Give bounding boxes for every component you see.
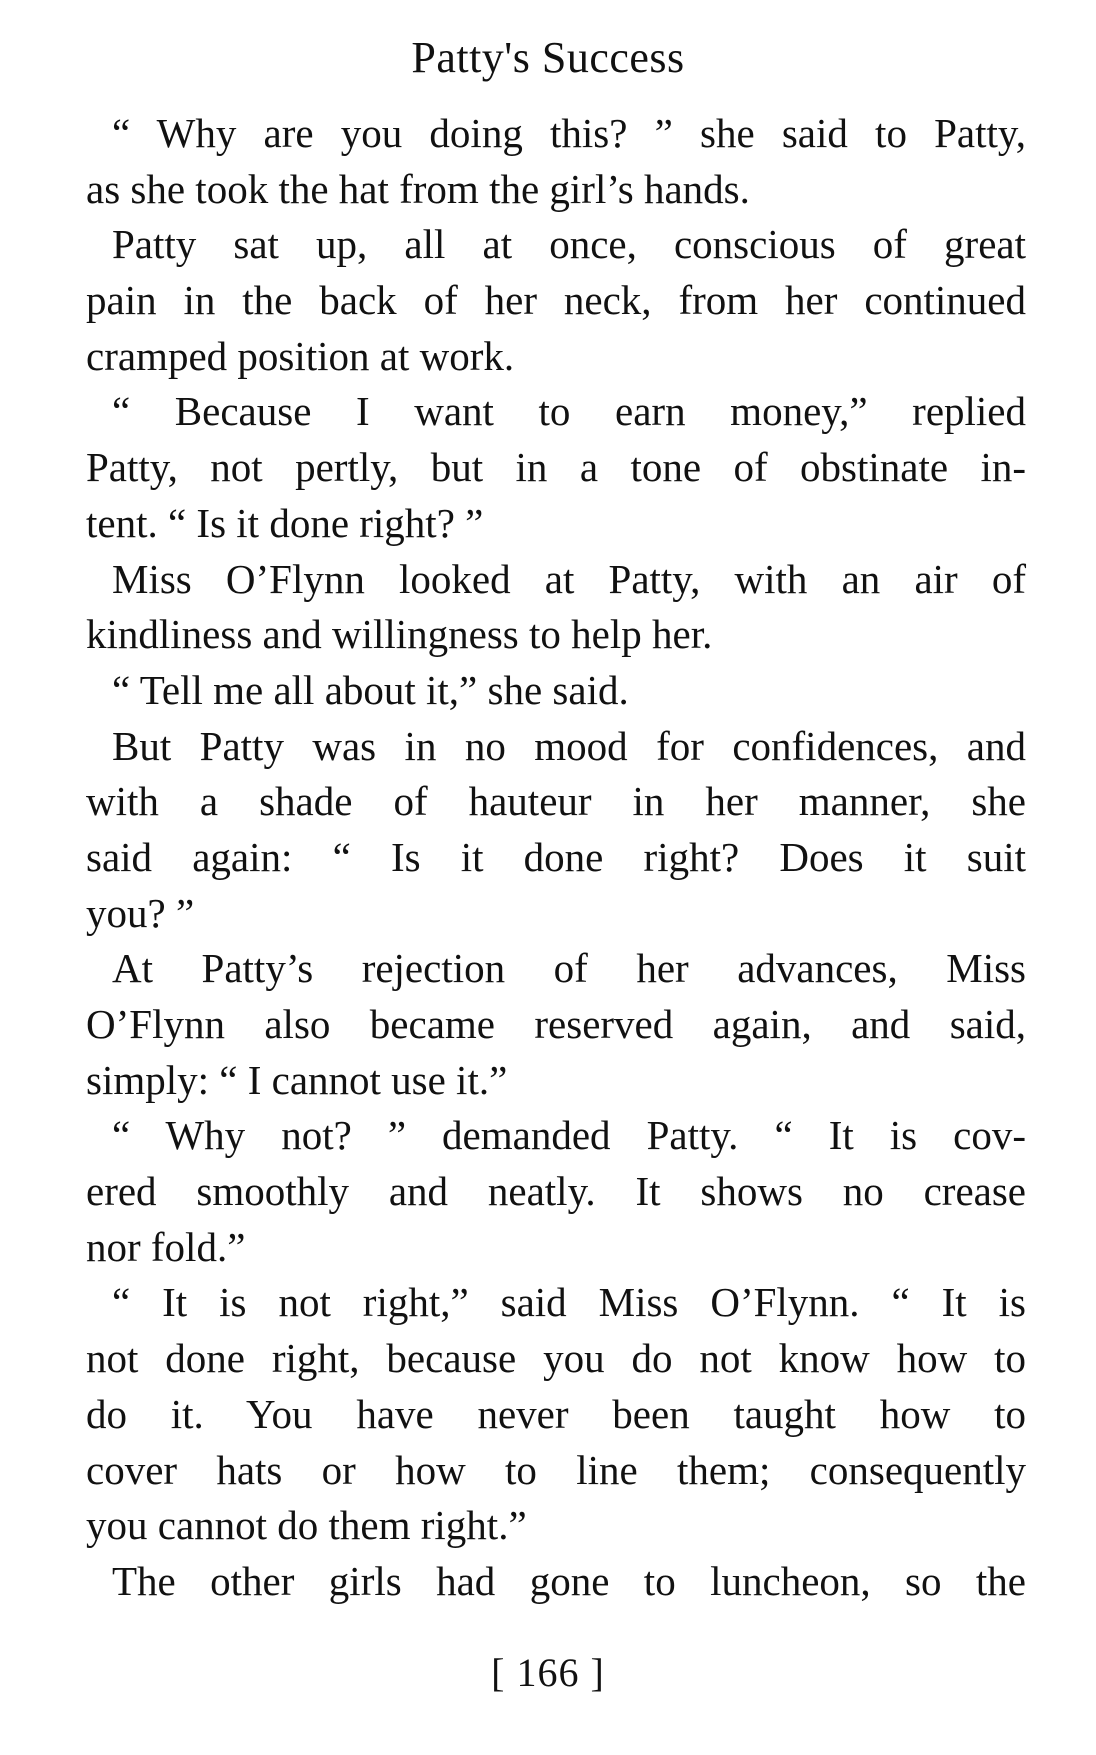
- paragraph: [60, 552, 1026, 663]
- text-line: kindliness and willingness to help her.: [86, 611, 713, 658]
- text-line: O’Flynn also became reserved again, and said,: [86, 1001, 1026, 1047]
- text-line: with a shade of hauteur in her manner, she: [86, 778, 1026, 825]
- text-line: simply: “ I cannot use it.”: [86, 1056, 508, 1103]
- page-number: [ 166 ]: [491, 1650, 605, 1695]
- text-line: pain in the back of her neck, from her continued: [86, 277, 1026, 324]
- text-line: you cannot do them right.”: [86, 1502, 527, 1549]
- text-line: cramped position at work.: [86, 332, 515, 379]
- text-line: “ Tell me all about it,” she said.: [112, 666, 629, 713]
- paragraph: [60, 1554, 1026, 1610]
- running-header: Patty's Success: [411, 33, 685, 82]
- text-line: At Patty’s rejection of her advances, Miss: [112, 945, 1026, 992]
- text-line: tent. “ Is it done right? ”: [86, 499, 484, 546]
- text-line: Patty sat up, all at once, conscious of great: [112, 221, 1026, 268]
- text-line: “ Why not? ” demanded Patty. “ It is cov-: [112, 1112, 1026, 1159]
- text-line: Patty, not pertly, but in a tone of obstinate in-: [86, 444, 1026, 491]
- text-line: cover hats or how to line them; consequently: [86, 1446, 1026, 1493]
- text-line: “ Because I want to earn money,” replied: [112, 388, 1026, 435]
- text-line: “ Why are you doing this? ” she said to Patty,: [112, 110, 1026, 156]
- paragraph: [60, 217, 1026, 384]
- text-line: said again: “ Is it done right? Does it suit: [86, 833, 1026, 880]
- paragraph: [60, 663, 1026, 719]
- body-text: [60, 106, 1026, 1610]
- text-line: as she took the hat from the girl’s hands.: [86, 165, 750, 212]
- text-line: you? ”: [86, 889, 195, 936]
- text-line: not done right, because you do not know how to: [86, 1335, 1026, 1382]
- text-line: Miss O’Flynn looked at Patty, with an air of: [112, 555, 1026, 602]
- paragraph: [60, 384, 1026, 551]
- paragraph: [60, 106, 1026, 217]
- text-line: ered smoothly and neatly. It shows no crease: [86, 1168, 1026, 1215]
- paragraph: [60, 1275, 1026, 1553]
- text-line: The other girls had gone to luncheon, so the: [112, 1557, 1026, 1604]
- text-line: But Patty was in no mood for confidences, and: [112, 722, 1026, 769]
- text-line: do it. You have never been taught how to: [86, 1390, 1026, 1437]
- paragraph: [60, 719, 1026, 942]
- text-line: “ It is not right,” said Miss O’Flynn. “ It is: [112, 1279, 1026, 1326]
- text-line: nor fold.”: [86, 1223, 246, 1270]
- paragraph: [60, 1108, 1026, 1275]
- paragraph: [60, 941, 1026, 1108]
